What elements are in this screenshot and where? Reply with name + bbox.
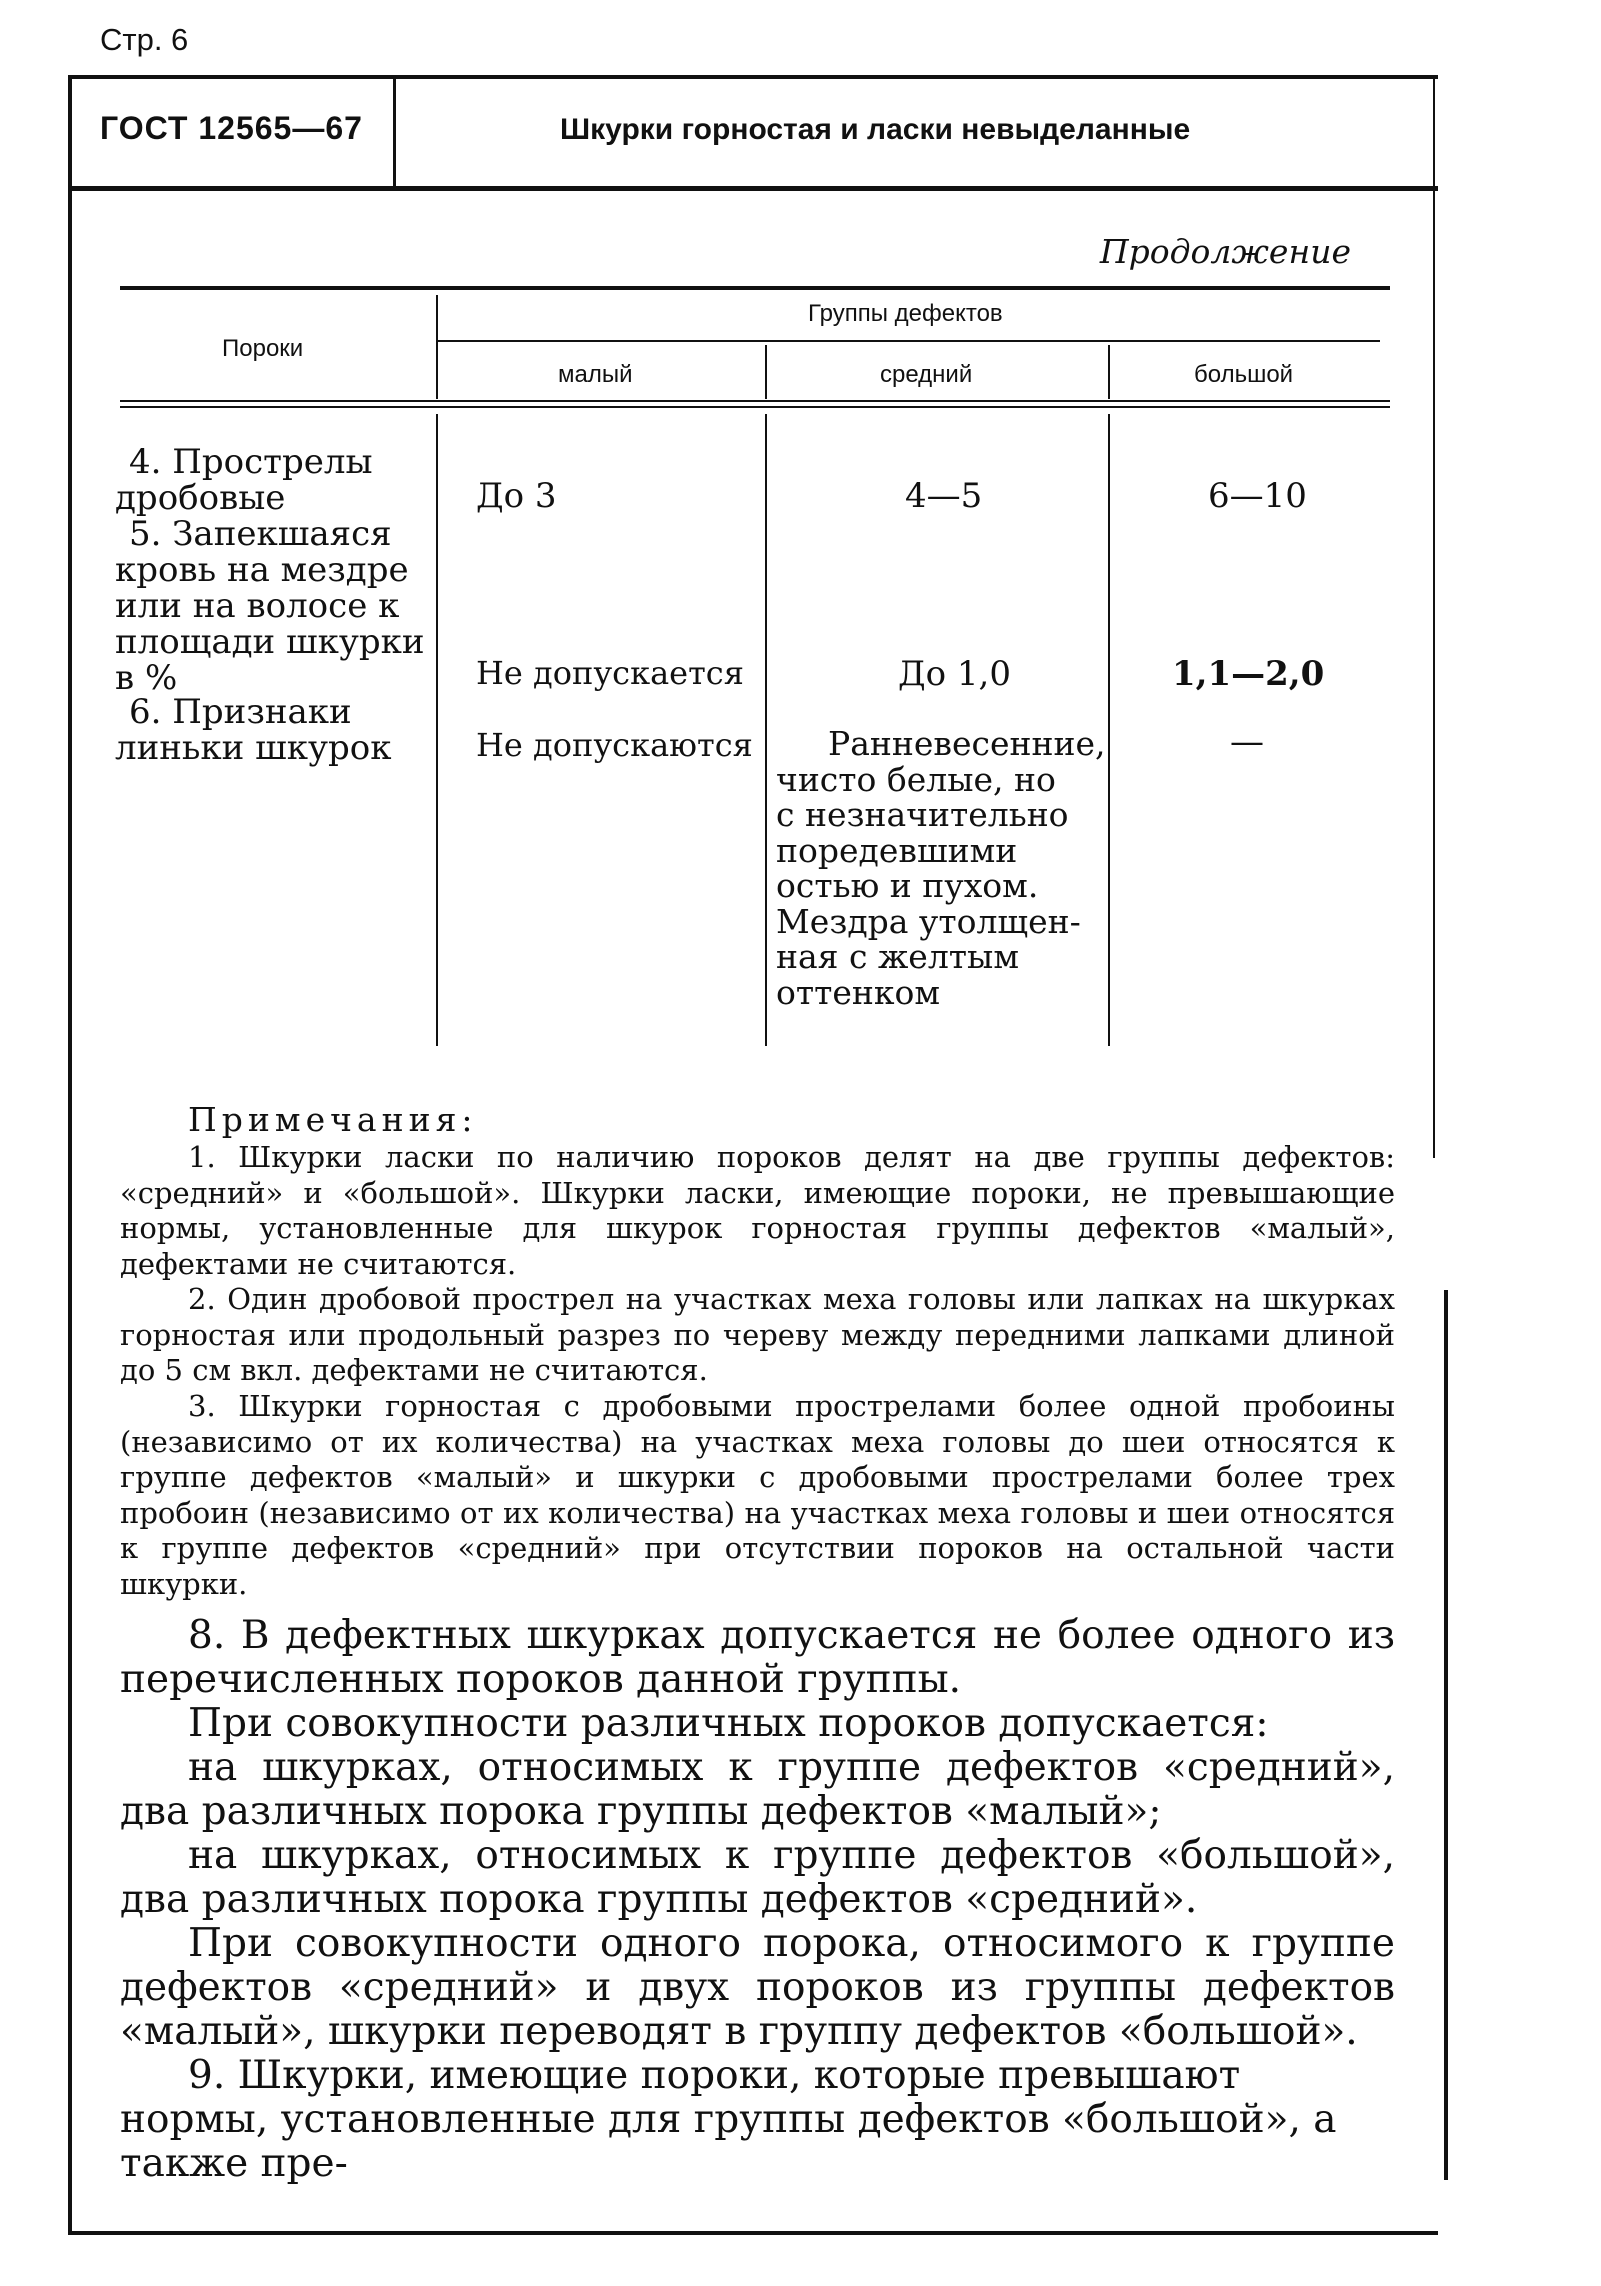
right-margin-rule-lower (1444, 1290, 1448, 2180)
paragraph-large (120, 1834, 1395, 1922)
paragraph-text: При совокупности различных пороков допускается: (188, 1701, 1269, 1746)
row-2-large: 1,1—2,0 (1172, 654, 1325, 694)
table-group-rule (438, 340, 1380, 342)
row-3-large: — (1230, 722, 1264, 762)
paragraph-text: 8. В дефектных шкурках допускается не более одного из перечисленных пороков данной группы. (120, 1613, 1395, 1702)
paragraph-text: на шкурках, относимых к группе дефектов «большой», два различных порока группы дефектов «средний». (120, 1833, 1395, 1922)
header-top-rule (68, 75, 1438, 79)
row-1-medium: 4—5 (905, 476, 983, 516)
row-3-defect (115, 694, 433, 766)
note-text: 1. Шкурки ласки по наличию пороков делят на две группы дефектов: «средний» и «большой». Шкурки ласки, имеющие пороки, не превышающие нормы, установленные для шкурок горностая группы дефектов «малый», дефектами не считаются. (120, 1140, 1395, 1281)
table-col-divider-1 (436, 295, 438, 399)
header-medium: средний (880, 361, 973, 388)
paragraph-text: При совокупности одного порока, относимого к группе дефектов «средний» и двух пороков из группы дефектов «малый», шкурки переводят в группу дефектов «большой». (120, 1921, 1395, 2054)
defect-line: 6. Признаки (129, 692, 352, 732)
header-defects: Пороки (222, 335, 304, 362)
table-body-divider-3 (1108, 414, 1110, 1046)
row-2-small: Не допускается (476, 654, 744, 692)
paragraph-transfer (120, 1922, 1395, 2054)
table-body-divider-2 (765, 414, 767, 1046)
row-2-medium: До 1,0 (898, 654, 1011, 694)
paragraph-combination (120, 1702, 1395, 1746)
header-bottom-rule (68, 186, 1438, 191)
table-col-divider-3 (1108, 345, 1110, 399)
medium-line: Мездра утолщен- (776, 901, 1081, 941)
row-3-small: Не допускаются (476, 726, 753, 764)
page-number: Стр. 6 (100, 22, 189, 57)
medium-line: остью и пухом. (776, 866, 1039, 905)
note-3 (120, 1389, 1395, 1602)
header-defect-groups: Группы дефектов (808, 300, 1003, 327)
paragraph-9 (120, 2054, 1395, 2186)
paragraph-8 (120, 1614, 1395, 1702)
note-text: 2. Один дробовой прострел на участках меха головы или лапках на шкурках горностая или продольный разрез по череву между передними лапками длиной до 5 см вкл. дефектами не считаются. (120, 1282, 1395, 1387)
defect-line: дробовые (115, 478, 286, 518)
defect-line: 5. Запекшаяся (129, 514, 392, 554)
paragraph-text: на шкурках, относимых к группе дефектов «средний», два различных порока группы дефектов «малый»; (120, 1745, 1395, 1834)
note-2 (120, 1282, 1395, 1389)
defect-line: линьки шкурок (115, 728, 392, 768)
defect-line: площади шкурки (115, 622, 425, 662)
row-1-defect (115, 444, 433, 516)
defect-line: кровь на мездре (115, 550, 409, 590)
header-divider (393, 78, 396, 186)
table-col-divider-2 (765, 345, 767, 399)
table-header-rule-2 (120, 406, 1390, 408)
row-2-defect (115, 516, 433, 696)
row-1-large: 6—10 (1208, 476, 1307, 516)
notes-title: Примечания: (188, 1100, 478, 1139)
header-left-rule (68, 75, 72, 2235)
medium-line: чисто белые, но (776, 759, 1056, 799)
table-top-rule (120, 286, 1390, 290)
paragraph-medium (120, 1746, 1395, 1834)
note-text: 3. Шкурки горностая с дробовыми прострелами более одной пробоины (независимо от их количества) на участках меха головы до шеи относятся к группе дефектов «малый» и шкурки с дробовыми прострелами более трех пробоин (независимо от их количества) на участках меха головы и шеи относятся к группе дефектов «средний» при отсутствии пороков на остальной части шкурки. (120, 1389, 1395, 1601)
header-small: малый (558, 361, 633, 388)
table-body-divider-1 (436, 414, 438, 1046)
row-3-medium (776, 726, 1106, 1010)
paragraph-text: 9. Шкурки, имеющие пороки, которые превышают нормы, установленные для группы дефектов «большой», а также пре- (120, 2053, 1337, 2186)
document-title: Шкурки горностая и ласки невыделанные (560, 113, 1191, 146)
medium-line: ная с желтым (776, 937, 1019, 976)
table-header-rule-1 (120, 400, 1390, 402)
defect-line: 4. Прострелы (129, 442, 373, 482)
header-large: большой (1194, 361, 1294, 388)
right-margin-rule-upper (1433, 78, 1435, 1158)
standard-number: ГОСТ 12565—67 (100, 110, 363, 146)
medium-line: Ранневесенние, (828, 724, 1106, 763)
medium-line: с незначительно (776, 795, 1069, 834)
medium-line: оттенком (776, 972, 941, 1012)
note-1 (120, 1140, 1395, 1282)
row-1-small: До 3 (476, 476, 557, 516)
continuation-label: Продолжение (1099, 232, 1351, 271)
footer-rule (68, 2231, 1438, 2235)
defect-line: или на волосе к (115, 586, 400, 626)
medium-line: поредевшими (776, 830, 1018, 870)
defect-line: в % (115, 658, 178, 698)
